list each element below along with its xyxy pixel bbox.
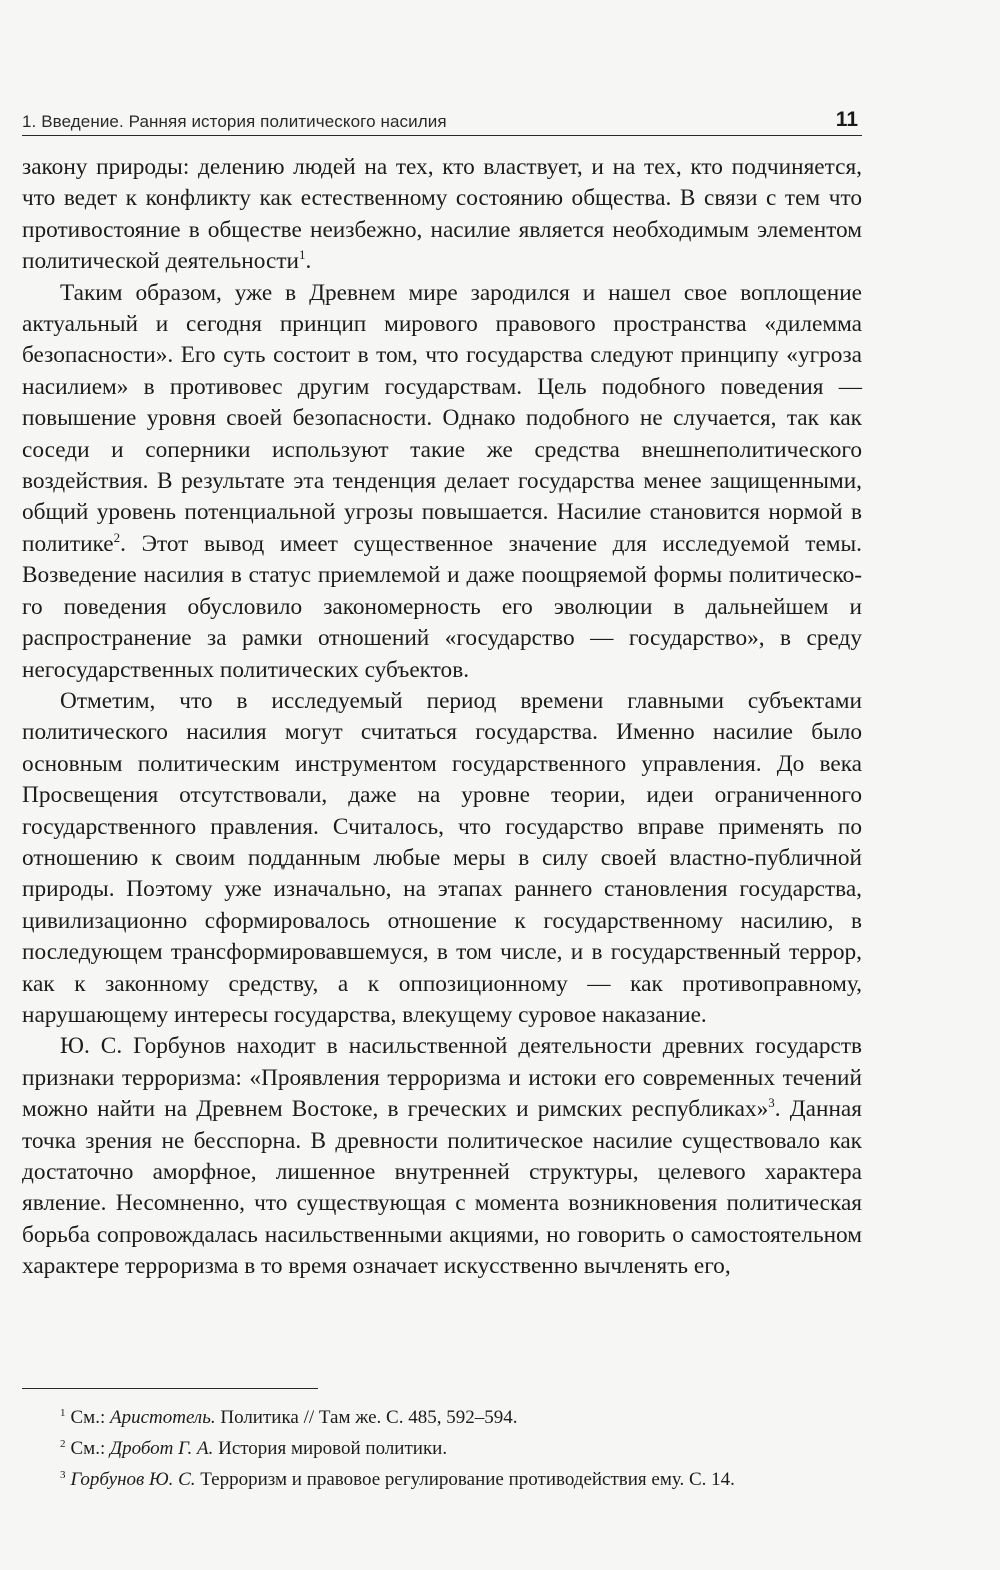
footnote-number: 2 <box>60 1437 66 1450</box>
paragraph-text: Ю. С. Горбунов находит в насильственной деятельности древних государств признаки терроризма: «Проявления терроризма и истоки его современных течений можно найти на Древнем Востоке, в греческих и римских республиках» <box>22 1033 862 1123</box>
footnotes <box>60 1402 860 1495</box>
book-page <box>22 0 862 1570</box>
paragraph-4 <box>22 1031 862 1282</box>
footnote-number: 1 <box>60 1406 66 1419</box>
footnote-prefix: См.: <box>70 1438 110 1459</box>
footnote-1 <box>60 1402 860 1433</box>
paragraph-1 <box>22 152 862 278</box>
paragraph-text: . Данная точка зрения не бесспорна. В древности политическое насилие существовало как достаточно аморфное, лишенное внутренней структуры, целевого характера явление. Несомненно, что существующая с момента возникновения политическая борьба сопровождалась насильственными акциями, но говорить о самостоятельном характере терроризма в то время означает искусственно вычленять его, <box>22 1096 862 1280</box>
footnote-2 <box>60 1433 860 1464</box>
main-text <box>22 152 862 1283</box>
running-header <box>22 104 862 136</box>
footnote-text: Терроризм и правовое регулирование противодействия ему. С. 14. <box>195 1469 735 1490</box>
footnote-author: Дробот Г. А. <box>109 1438 214 1459</box>
paragraph-text: Отметим, что в исследуемый период времени главными субъектами политического насилия могут считаться государства. Именно насилие было основным политическим инструментом государственного управления. До века Просвещения отсутствовали, даже на уровне теории, идеи ограниченного государственного правления. Считалось, что государство вправе применять по отношению к своим подданным любые меры в силу своей властно-публичной природы. Поэтому уже изначально, на этапах раннего становления государства, цивилизационно сформировалось отношение к государственному насилию, в последующем трансформировавшемуся, в том числе, и в государственный террор, как к законному средству, а к оппозиционному — как противоправному, нарушающему интересы государства, влекущему суровое наказание. <box>22 687 862 1028</box>
footnote-ref-2: 2 <box>113 530 121 546</box>
footnote-divider <box>22 1388 318 1389</box>
paragraph-text: Таким образом, уже в Древнем мире зародился и нашел свое воплощение актуальный и сегодня принцип мирового правового пространства «дилемма безопасности». Его суть состоит в том, что государства следуют принципу «угроза насилием» в противовес другим государствам. Цель подобного поведения — повышение уровня своей безопасности. Однако подобного не случается, так как соседи и соперники используют такие же средства внешнеполитического воздействия. В результате эта тенденция делает государства менее защищенными, общий уровень потенциальной угрозы повышается. Насилие становится нормой в политике <box>22 279 862 557</box>
footnote-ref-1: 1 <box>298 247 306 263</box>
paragraph-text: закону природы: делению людей на тех, кто властвует, и на тех, кто подчиняется, что ведет к конфликту как естественному состоянию общества. В связи с тем что противостояние в обществе неизбежно, насилие является необходимым элементом политической деятельности <box>22 154 862 275</box>
footnote-ref-3: 3 <box>768 1095 775 1111</box>
footnote-number: 3 <box>60 1468 66 1481</box>
footnote-author: Аристотель. <box>109 1407 216 1428</box>
paragraph-text: . Этот вывод имеет существенное значение для исследуемой темы. Возведение насилия в статус приемлемой и даже поощряемой формы политического поведения обусловило закономерность его эволюции в дальнейшем и распространение за рамки отношений «государство — государство», в среду негосударственных политических субъектов. <box>22 530 862 683</box>
paragraph-3 <box>22 686 862 1031</box>
footnote-3 <box>60 1464 860 1495</box>
footnote-author: Горбунов Ю. С. <box>70 1469 196 1490</box>
footnote-prefix: См.: <box>70 1407 110 1428</box>
footnote-text: История мировой политики. <box>213 1438 448 1459</box>
paragraph-text: . <box>305 248 312 275</box>
footnote-text: Политика // Там же. С. 485, 592–594. <box>215 1407 518 1428</box>
page-number: 11 <box>835 108 858 131</box>
paragraph-2 <box>22 278 862 686</box>
chapter-title: 1. Введение. Ранняя история политического насилия <box>22 112 447 131</box>
